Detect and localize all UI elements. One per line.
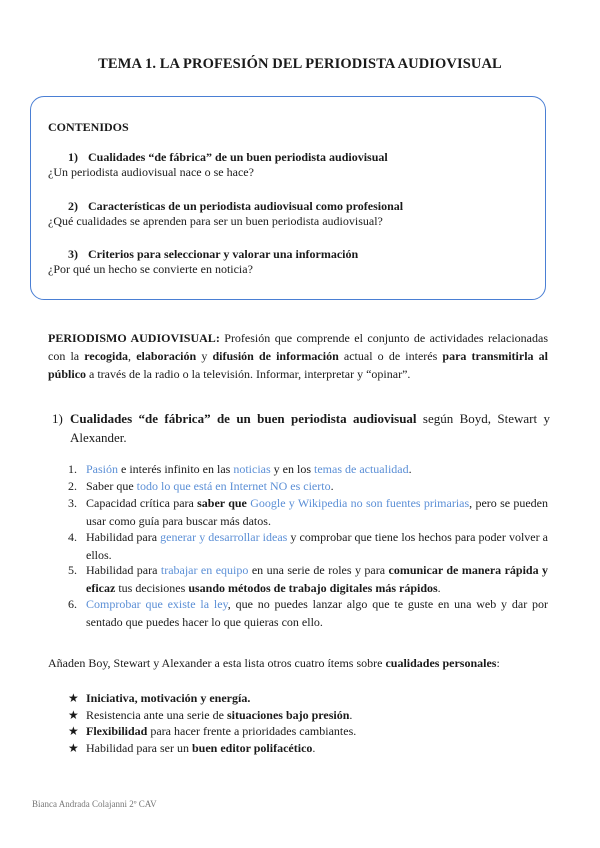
definition-bold-2: elaboración [136,349,197,363]
star-item-4-text-1: Habilidad para ser un [86,741,192,755]
star-item-2-text-1: Resistencia ante una serie de [86,708,227,722]
contents-item-2-title [68,199,403,214]
list-item-1-text-3: . [408,462,412,476]
list-item-2-blue-1: todo lo que está en Internet NO es cierto [136,479,331,493]
footer-author: Bianca Andrada Colajanni 2º CAV [32,799,157,809]
star-item-4-text-2: . [312,741,316,755]
list-item-6 [68,595,548,631]
contents-item-1-num: 1) [68,150,78,164]
definition-bold-1: recogida [84,349,129,363]
list-item-1-blue-1: Pasión [86,462,119,476]
star-item-3 [68,723,356,739]
list-item-5-num: 5. [68,563,77,577]
definition-text-3: y [196,349,213,363]
contents-heading: CONTENIDOS [48,120,129,134]
contents-item-3-text: Criterios para seleccionar y valorar una información [88,247,359,261]
list-item-1-text-1: e interés infinito en las [118,462,234,476]
contents-item-3-question: ¿Por qué un hecho se convierte en noticia? [48,262,253,276]
list-item-4-text-1: Habilidad para [86,530,161,544]
list-item-3-text-1: Capacidad crítica para [86,496,198,510]
list-item-6-num: 6. [68,597,77,611]
list-item-3-blue-1: Google y Wikipedia no son fuentes primarias [250,496,470,510]
list-item-4-blue-1: generar y desarrollar ideas [160,530,288,544]
section-1-text [70,409,550,447]
contents-item-3-num: 3) [68,247,78,261]
contents-item-3-title [68,247,358,262]
intro-text-2: : [496,656,500,670]
section-1-num: 1) [52,411,63,426]
list-item-3-text [86,494,548,530]
list-item-6-text [86,595,548,631]
star-icon: ★ [68,691,79,705]
star-icon: ★ [68,708,79,722]
contents-item-1-question: ¿Un periodista audiovisual nace o se hace? [48,165,254,179]
star-item-2-bold: situaciones bajo presión [226,708,350,722]
list-item-5-text [86,561,548,597]
star-icon: ★ [68,724,79,738]
list-item-4 [68,528,548,564]
list-item-2-text-1: Saber que [86,479,137,493]
page-title: TEMA 1. LA PROFESIÓN DEL PERIODISTA AUDIOVISUAL [98,56,502,72]
contents-item-2-num: 2) [68,199,78,213]
list-item-3-text-3: , pero se pueden usar como guía para buscar más datos. [86,496,549,528]
list-item-3-num: 3. [68,496,77,510]
list-item-6-text-1: , que no puedes lanzar algo que te guste en una web y dar por sentado que puedes hacer lo que quieras con ello. [86,597,549,629]
list-item-5-text-4: . [437,581,441,595]
list-item-5-text-2: en una serie de roles y para [248,563,389,577]
star-item-2-text-2: . [349,708,353,722]
list-item-1-blue-3: temas de actualidad [314,462,409,476]
star-item-1 [68,690,250,706]
star-item-3-text-1: para hacer frente a prioridades cambiantes. [147,724,357,738]
definition-text-5: a través de la radio o la televisión. Informar, interpretar y “opinar”. [86,367,411,381]
list-item-3-bold-1: saber que [197,496,247,510]
list-item-1-text-2: y en los [270,462,314,476]
star-item-4 [68,740,315,756]
definition-text-4: actual o de interés [338,349,443,363]
list-item-2 [68,477,548,495]
section-1-bold: Cualidades “de fábrica” de un buen periodista audiovisual [70,411,417,426]
list-item-5-bold-1: comunicar de manera rápida y eficaz [86,563,549,595]
section-1-heading [52,409,550,447]
list-item-5-blue-1: trabajar en equipo [160,563,249,577]
contents-item-2-question: ¿Qué cualidades se aprenden para ser un buen periodista audiovisual? [48,214,383,228]
star-item-1-bold: Iniciativa, motivación y energía. [86,691,251,705]
personal-qualities-intro [48,656,500,671]
contents-item-1-title [68,150,388,165]
list-item-1 [68,460,548,478]
definition-bold-4: para transmitirla al público [48,349,548,381]
list-item-5-text-1: Habilidad para [86,563,161,577]
star-item-2 [68,707,352,723]
list-item-3 [68,494,548,530]
list-item-2-text [86,477,548,495]
list-item-2-text-2: . [330,479,334,493]
intro-text-1: Añaden Boy, Stewart y Alexander a esta lista otros cuatro ítems sobre [48,656,386,670]
list-item-4-text [86,528,548,564]
contents-item-1-text: Cualidades “de fábrica” de un buen periodista audiovisual [88,150,388,164]
definition-text-1: Profesión que comprende el conjunto de actividades relacionadas con la [48,331,548,363]
list-item-1-blue-2: noticias [233,462,271,476]
definition-text-2: , [128,349,137,363]
list-item-5 [68,561,548,597]
list-item-1-text [86,460,548,478]
list-item-4-num: 4. [68,530,77,544]
list-item-4-text-2: y comprobar que tiene los hechos para poder volver a ellos. [86,530,549,562]
list-item-5-text-3: tus decisiones [115,581,189,595]
star-item-4-bold: buen editor polifacético [191,741,313,755]
definition-paragraph [48,329,548,383]
list-item-5-bold-2: usando métodos de trabajo digitales más rápidos [188,581,438,595]
star-icon: ★ [68,741,79,755]
contents-item-2-text: Características de un periodista audiovisual como profesional [88,199,404,213]
definition-bold-3: difusión de información [212,349,339,363]
section-1-rest: según Boyd, Stewart y Alexander. [70,411,550,445]
definition-term: PERIODISMO AUDIOVISUAL: [48,331,220,345]
star-item-3-bold: Flexibilidad [86,724,148,738]
list-item-1-num: 1. [68,462,77,476]
intro-bold-1: cualidades personales [385,656,497,670]
list-item-6-blue-1: Comprobar que existe la ley [86,597,228,611]
list-item-2-num: 2. [68,479,77,493]
